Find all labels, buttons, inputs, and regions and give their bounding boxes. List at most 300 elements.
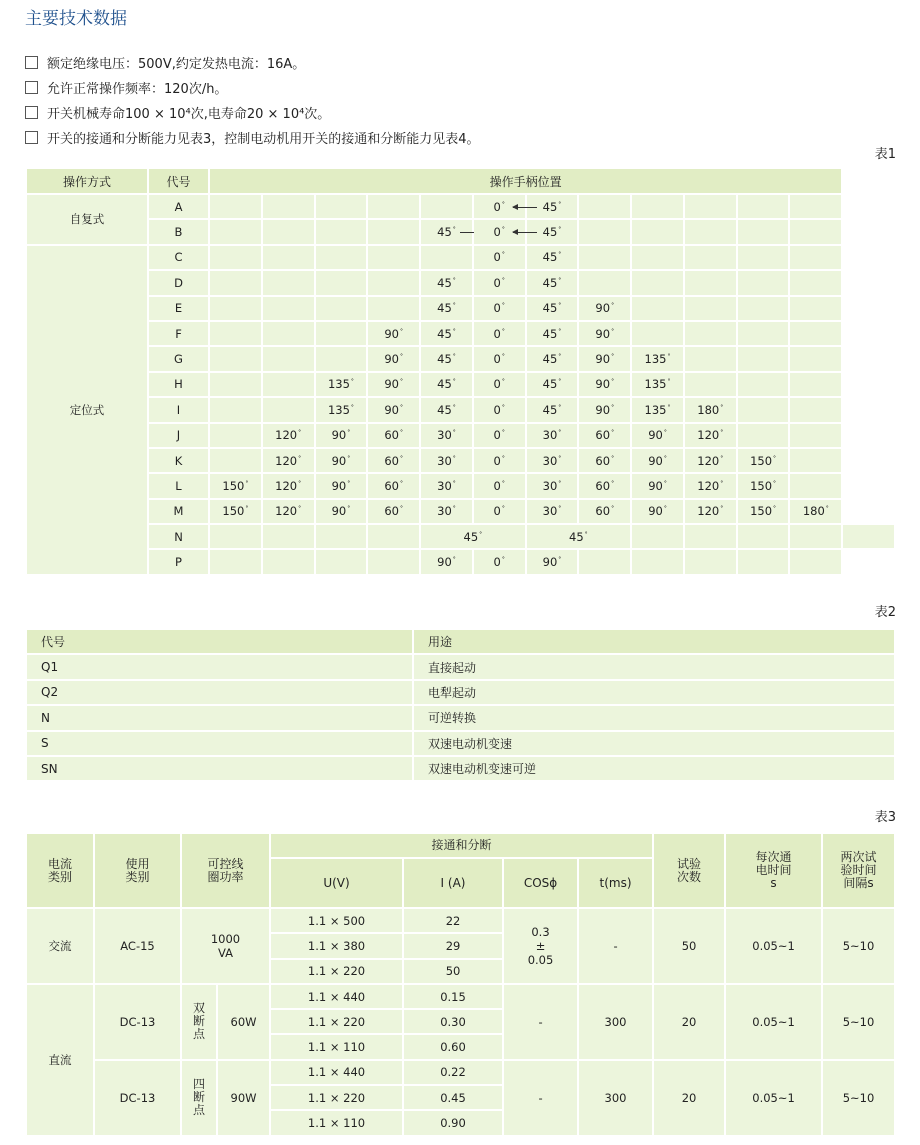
position-cell	[631, 245, 684, 270]
degree-symbol: °	[558, 505, 562, 513]
position-value: 90	[384, 377, 399, 392]
position-cell	[631, 346, 684, 371]
header-u: U(V)	[270, 858, 403, 908]
position-value: 90	[595, 326, 611, 341]
degree-symbol: °	[558, 251, 562, 259]
degree-symbol: °	[400, 327, 403, 335]
row-code: B	[148, 219, 209, 244]
position-cell	[578, 270, 631, 295]
position-value: 90	[595, 352, 611, 367]
table2-usage	[25, 628, 896, 782]
degree-symbol: °	[501, 251, 505, 259]
position-cell	[578, 372, 631, 397]
on-time-dc: 0.05~1	[725, 984, 822, 1060]
position-cell	[789, 219, 842, 244]
current-type-ac: 交流	[26, 908, 94, 984]
count-ac: 50	[653, 908, 725, 984]
position-cell	[737, 219, 790, 244]
position-cell	[737, 549, 790, 574]
position-cell	[737, 346, 790, 371]
degree-symbol: °	[611, 479, 615, 487]
position-cell	[631, 524, 684, 549]
degree-symbol: °	[667, 403, 671, 411]
position-value: 150	[222, 504, 245, 519]
on-time-ac: 0.05~1	[725, 908, 822, 984]
u-cell: 1.1 × 380	[270, 933, 403, 958]
position-cell	[631, 372, 684, 397]
position-cell	[684, 296, 737, 321]
position-cell	[209, 499, 262, 524]
position-cell	[367, 397, 420, 422]
position-cell	[473, 296, 526, 321]
table2-row	[26, 731, 895, 756]
position-cell	[473, 549, 526, 574]
position-cell	[209, 296, 262, 321]
position-cell	[420, 423, 473, 448]
degree-symbol: °	[663, 429, 667, 437]
degree-symbol: °	[400, 454, 403, 462]
current-type-dc: 直流	[26, 984, 94, 1136]
position-cell	[631, 219, 684, 244]
degree-symbol: °	[501, 429, 505, 437]
checkbox-icon	[25, 131, 38, 144]
i-cell: 0.60	[403, 1034, 503, 1059]
position-value: 45	[542, 225, 558, 240]
degree-symbol: °	[773, 479, 777, 487]
header-t: t(ms)	[578, 858, 653, 908]
position-value: 0	[493, 275, 501, 290]
position-cell	[578, 499, 631, 524]
position-cell	[789, 549, 842, 574]
position-cell	[473, 219, 526, 244]
position-cell	[262, 524, 315, 549]
coil-power-ac	[181, 908, 270, 984]
position-cell	[526, 372, 579, 397]
position-value: 150	[222, 478, 245, 493]
position-value: 30	[542, 428, 558, 443]
header-test-count: 试验 次数	[653, 833, 725, 908]
page-title: 主要技术数据	[25, 9, 127, 29]
degree-symbol: °	[501, 479, 505, 487]
degree-symbol: °	[400, 505, 403, 513]
position-cell	[209, 346, 262, 371]
position-cell	[315, 346, 368, 371]
u-cell: 1.1 × 220	[270, 959, 403, 984]
position-cell	[315, 372, 368, 397]
interval-dc: 5~10	[822, 1060, 895, 1136]
position-cell	[262, 448, 315, 473]
position-cell	[789, 423, 842, 448]
degree-symbol: °	[452, 454, 456, 462]
table1-row	[26, 499, 895, 524]
position-value: 120	[697, 504, 720, 519]
position-cell	[209, 397, 262, 422]
degree-symbol: °	[298, 429, 302, 437]
table2-row	[26, 756, 895, 781]
position-cell	[684, 321, 737, 346]
position-value: 90	[648, 428, 663, 443]
position-value: 0	[493, 352, 501, 367]
header-make-break: 接通和分断	[270, 833, 653, 858]
position-cell	[315, 499, 368, 524]
position-cell	[420, 270, 473, 295]
degree-symbol: °	[667, 378, 671, 386]
position-cell	[842, 524, 895, 549]
u-cell: 1.1 × 110	[270, 1034, 403, 1059]
position-cell	[526, 473, 579, 498]
degree-symbol: °	[558, 200, 562, 208]
position-cell	[631, 270, 684, 295]
degree-symbol: °	[452, 276, 456, 284]
position-cell	[631, 473, 684, 498]
position-value: 90	[595, 301, 611, 316]
table1-row	[26, 473, 895, 498]
usage-cell: 电犁起动	[413, 680, 895, 705]
row-code: I	[148, 397, 209, 422]
spec-text: 额定绝缘电压：500V,约定发热电流：16A。	[47, 57, 306, 72]
i-cell: 0.45	[403, 1085, 503, 1110]
position-cell	[578, 346, 631, 371]
position-cell	[578, 296, 631, 321]
position-cell	[367, 194, 420, 219]
position-cell	[789, 321, 842, 346]
degree-symbol: °	[663, 454, 667, 462]
degree-symbol: °	[558, 353, 562, 361]
position-cell	[262, 473, 315, 498]
break-points	[181, 1060, 217, 1136]
position-cell	[631, 397, 684, 422]
code-cell: N	[26, 705, 413, 730]
degree-symbol: °	[452, 556, 456, 564]
position-cell	[367, 473, 420, 498]
degree-symbol: °	[663, 479, 667, 487]
position-cell	[737, 524, 790, 549]
degree-symbol: °	[400, 479, 403, 487]
degree-symbol: °	[558, 327, 562, 335]
position-cell	[684, 524, 737, 549]
position-cell	[315, 397, 368, 422]
break-points	[181, 984, 217, 1060]
position-value: 60	[595, 504, 611, 519]
table1-handle-positions	[25, 167, 896, 576]
degree-symbol: °	[400, 353, 403, 361]
position-value: 45	[437, 225, 452, 240]
position-cell	[526, 270, 579, 295]
position-cell	[578, 473, 631, 498]
degree-symbol: °	[558, 226, 562, 234]
table3-row-ac	[26, 908, 895, 933]
position-value: 45	[437, 352, 452, 367]
position-cell	[209, 321, 262, 346]
position-cell	[315, 549, 368, 574]
position-cell	[209, 473, 262, 498]
position-value: 0	[493, 199, 501, 214]
header-i: I (A)	[403, 858, 503, 908]
position-value: 60	[384, 478, 399, 493]
row-code: K	[148, 448, 209, 473]
position-cell	[526, 346, 579, 371]
position-value: 30	[542, 453, 558, 468]
degree-symbol: °	[452, 353, 456, 361]
degree-symbol: °	[558, 378, 562, 386]
position-cell	[631, 499, 684, 524]
position-cell	[526, 448, 579, 473]
position-cell	[209, 245, 262, 270]
i-cell: 22	[403, 908, 503, 933]
position-value: 60	[384, 504, 399, 519]
position-cell	[420, 219, 473, 244]
position-cell	[367, 346, 420, 371]
position-value: 90	[384, 352, 399, 367]
degree-symbol: °	[501, 353, 505, 361]
degree-symbol: °	[347, 454, 351, 462]
position-cell	[420, 549, 473, 574]
position-value: 45	[437, 326, 452, 341]
coil-power-dc: 90W	[217, 1060, 270, 1136]
degree-symbol: °	[611, 403, 615, 411]
position-cell	[684, 245, 737, 270]
u-cell: 1.1 × 110	[270, 1110, 403, 1135]
coil-power-dc: 60W	[217, 984, 270, 1060]
position-cell	[315, 423, 368, 448]
position-value: 0	[493, 504, 501, 519]
position-cell	[631, 194, 684, 219]
position-cell	[473, 194, 526, 219]
position-cell	[262, 372, 315, 397]
usage-cell: 可逆转换	[413, 705, 895, 730]
degree-symbol: °	[773, 454, 777, 462]
position-value: 45	[463, 529, 479, 544]
position-cell	[315, 321, 368, 346]
position-value: 45	[542, 352, 558, 367]
degree-symbol: °	[452, 378, 456, 386]
position-value: 0	[493, 225, 501, 240]
table1-row	[26, 346, 895, 371]
header-positions: 操作手柄位置	[209, 168, 842, 194]
break-points-value: 双断点	[192, 1001, 205, 1042]
position-value: 0	[493, 301, 501, 316]
interval-dc: 5~10	[822, 984, 895, 1060]
position-value: 60	[595, 428, 611, 443]
position-cell	[789, 473, 842, 498]
degree-symbol: °	[298, 454, 302, 462]
header-mode: 操作方式	[26, 168, 148, 194]
table1-row	[26, 194, 895, 219]
position-cell	[262, 423, 315, 448]
position-value: 30	[542, 478, 558, 493]
degree-symbol: °	[584, 530, 588, 538]
i-cell: 50	[403, 959, 503, 984]
degree-symbol: °	[347, 505, 351, 513]
checkbox-icon	[25, 81, 38, 94]
position-value: 60	[384, 428, 399, 443]
code-cell: S	[26, 731, 413, 756]
coil-power-value: 1000 VA	[210, 931, 241, 960]
degree-symbol: °	[452, 226, 456, 234]
position-cell	[262, 346, 315, 371]
i-cell: 29	[403, 933, 503, 958]
position-value: 90	[595, 402, 611, 417]
position-cell	[473, 270, 526, 295]
position-cell	[789, 524, 842, 549]
header-usage-type: 使用 类别	[94, 833, 181, 908]
position-cell	[578, 194, 631, 219]
row-code: D	[148, 270, 209, 295]
header-code: 代号	[26, 629, 413, 654]
degree-symbol: °	[452, 302, 456, 310]
row-code: P	[148, 549, 209, 574]
header-code: 代号	[148, 168, 209, 194]
table3-label: 表3	[874, 810, 896, 825]
position-value: 150	[750, 478, 773, 493]
position-cell	[684, 219, 737, 244]
count-dc: 20	[653, 984, 725, 1060]
i-cell: 0.22	[403, 1060, 503, 1085]
position-cell	[737, 270, 790, 295]
position-value: 120	[697, 478, 720, 493]
table1-row	[26, 270, 895, 295]
position-cell	[209, 219, 262, 244]
position-cell	[737, 194, 790, 219]
position-value: 120	[697, 453, 720, 468]
row-code: C	[148, 245, 209, 270]
degree-symbol: °	[611, 302, 615, 310]
position-cell	[420, 346, 473, 371]
position-value: 135	[644, 377, 667, 392]
spec-text: 允许正常操作频率：120次/h。	[47, 82, 228, 97]
position-value: 90	[331, 453, 347, 468]
position-value: 0	[493, 555, 501, 570]
degree-symbol: °	[667, 353, 671, 361]
position-cell	[473, 397, 526, 422]
position-value: 45	[569, 529, 584, 544]
position-value: 45	[437, 301, 452, 316]
position-cell	[684, 372, 737, 397]
table1-row	[26, 296, 895, 321]
row-code: E	[148, 296, 209, 321]
degree-symbol: °	[452, 403, 456, 411]
degree-symbol: °	[501, 276, 505, 284]
u-cell: 1.1 × 440	[270, 1060, 403, 1085]
position-cell	[526, 524, 632, 549]
position-cell	[367, 499, 420, 524]
position-value: 90	[648, 504, 663, 519]
position-value: 120	[275, 453, 298, 468]
position-value: 90	[437, 555, 452, 570]
position-value: 30	[437, 453, 452, 468]
degree-symbol: °	[501, 302, 505, 310]
header-on-time: 每次通 电时间 s	[725, 833, 822, 908]
table1-row	[26, 245, 895, 270]
degree-symbol: °	[298, 479, 302, 487]
position-cell	[209, 549, 262, 574]
position-cell	[789, 448, 842, 473]
position-cell	[367, 321, 420, 346]
position-value: 120	[275, 478, 298, 493]
usage-cell: 双速电动机变速可逆	[413, 756, 895, 781]
position-value: 90	[384, 402, 399, 417]
position-cell	[684, 194, 737, 219]
position-cell	[262, 499, 315, 524]
table1-row	[26, 372, 895, 397]
degree-symbol: °	[611, 429, 615, 437]
group-self-reset: 自复式	[26, 194, 148, 245]
position-cell	[473, 346, 526, 371]
degree-symbol: °	[720, 505, 724, 513]
position-cell	[420, 524, 526, 549]
position-cell	[420, 397, 473, 422]
position-value: 30	[437, 504, 452, 519]
position-cell	[631, 423, 684, 448]
table1-row	[26, 397, 895, 422]
position-cell	[578, 549, 631, 574]
position-cell	[526, 296, 579, 321]
position-cell	[789, 245, 842, 270]
usage-cell: 直接起动	[413, 654, 895, 679]
position-cell	[578, 219, 631, 244]
degree-symbol: °	[452, 429, 456, 437]
position-value: 45	[542, 377, 558, 392]
position-cell	[420, 194, 473, 219]
position-cell	[737, 499, 790, 524]
position-value: 45	[542, 250, 558, 265]
position-cell	[684, 549, 737, 574]
position-value: 150	[750, 453, 773, 468]
position-cell	[315, 524, 368, 549]
degree-symbol: °	[558, 429, 562, 437]
table1-row	[26, 423, 895, 448]
degree-symbol: °	[558, 454, 562, 462]
position-cell	[367, 524, 420, 549]
position-value: 135	[644, 352, 667, 367]
position-cell	[737, 423, 790, 448]
position-cell	[315, 194, 368, 219]
position-cell	[631, 296, 684, 321]
position-cell	[473, 499, 526, 524]
degree-symbol: °	[479, 530, 483, 538]
position-cell	[420, 448, 473, 473]
u-cell: 1.1 × 220	[270, 1085, 403, 1110]
degree-symbol: °	[350, 403, 354, 411]
position-cell	[262, 270, 315, 295]
position-value: 60	[595, 453, 611, 468]
position-cell	[526, 423, 579, 448]
table1-row	[26, 448, 895, 473]
table3-row-dc	[26, 984, 895, 1009]
degree-symbol: °	[558, 276, 562, 284]
position-cell	[737, 397, 790, 422]
position-cell	[209, 423, 262, 448]
position-cell	[789, 397, 842, 422]
position-cell	[631, 549, 684, 574]
degree-symbol: °	[501, 200, 505, 208]
position-cell	[367, 270, 420, 295]
position-cell	[631, 321, 684, 346]
degree-symbol: °	[245, 479, 249, 487]
table2-label: 表2	[874, 605, 896, 620]
i-cell: 0.15	[403, 984, 503, 1009]
position-cell	[209, 524, 262, 549]
position-cell	[262, 245, 315, 270]
position-cell	[315, 245, 368, 270]
usage-dc: DC-13	[94, 984, 181, 1060]
degree-symbol: °	[773, 505, 777, 513]
position-cell	[420, 473, 473, 498]
count-dc: 20	[653, 1060, 725, 1136]
degree-symbol: °	[825, 505, 829, 513]
row-code: A	[148, 194, 209, 219]
arrow-left-icon	[513, 232, 537, 233]
